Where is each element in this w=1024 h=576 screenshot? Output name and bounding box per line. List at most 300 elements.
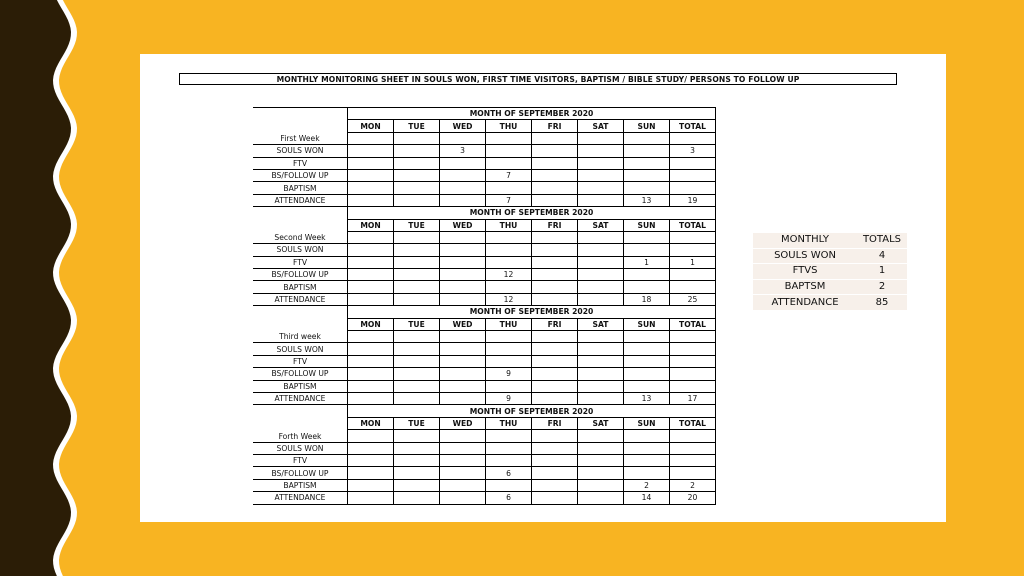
row-label: ATTENDANCE bbox=[253, 194, 348, 206]
month-header: MONTH OF SEPTEMBER 2020 bbox=[348, 108, 716, 120]
day-header: SUN bbox=[624, 318, 670, 330]
table-row bbox=[253, 182, 716, 194]
table-cell bbox=[532, 355, 578, 367]
table-cell bbox=[578, 256, 624, 268]
day-header: TUE bbox=[394, 318, 440, 330]
table-cell: 9 bbox=[486, 368, 532, 380]
table-cell bbox=[578, 368, 624, 380]
row-label: FTV bbox=[253, 256, 348, 268]
table-cell: 25 bbox=[670, 293, 716, 305]
row-label: FTV bbox=[253, 454, 348, 466]
empty-cell bbox=[624, 331, 670, 343]
day-header: TUE bbox=[394, 417, 440, 429]
day-header: MON bbox=[348, 219, 394, 231]
table-cell bbox=[440, 454, 486, 466]
blank-cell bbox=[253, 318, 348, 330]
table-cell bbox=[394, 392, 440, 404]
day-header: WED bbox=[440, 417, 486, 429]
table-cell bbox=[440, 479, 486, 491]
table-cell bbox=[578, 442, 624, 454]
table-row bbox=[253, 454, 716, 466]
table-cell bbox=[394, 343, 440, 355]
month-row bbox=[253, 306, 716, 318]
table-cell bbox=[348, 281, 394, 293]
table-cell bbox=[486, 479, 532, 491]
table-cell bbox=[624, 368, 670, 380]
table-cell bbox=[440, 293, 486, 305]
month-row bbox=[253, 207, 716, 219]
table-cell bbox=[578, 355, 624, 367]
table-cell bbox=[440, 194, 486, 206]
table-row bbox=[253, 244, 716, 256]
table-cell bbox=[440, 244, 486, 256]
week-label: Second Week bbox=[253, 231, 348, 243]
summary-value: 85 bbox=[857, 295, 907, 310]
day-header-row bbox=[253, 417, 716, 429]
table-cell bbox=[532, 492, 578, 504]
table-cell bbox=[486, 355, 532, 367]
empty-cell bbox=[532, 231, 578, 243]
table-cell bbox=[578, 194, 624, 206]
empty-cell bbox=[578, 331, 624, 343]
table-cell bbox=[394, 492, 440, 504]
table-row bbox=[253, 442, 716, 454]
table-cell bbox=[578, 145, 624, 157]
table-cell bbox=[670, 380, 716, 392]
table-cell bbox=[578, 467, 624, 479]
table-cell bbox=[578, 454, 624, 466]
table-cell bbox=[670, 368, 716, 380]
empty-cell bbox=[670, 132, 716, 144]
table-cell bbox=[624, 281, 670, 293]
table-cell bbox=[348, 256, 394, 268]
table-row bbox=[253, 281, 716, 293]
table-cell: 14 bbox=[624, 492, 670, 504]
day-header-row bbox=[253, 318, 716, 330]
summary-label: SOULS WON bbox=[753, 249, 857, 264]
table-cell: 6 bbox=[486, 467, 532, 479]
row-label: BAPTISM bbox=[253, 182, 348, 194]
table-cell bbox=[670, 454, 716, 466]
table-cell bbox=[348, 454, 394, 466]
table-cell bbox=[394, 380, 440, 392]
table-cell bbox=[532, 380, 578, 392]
table-cell bbox=[394, 269, 440, 281]
table-cell bbox=[578, 293, 624, 305]
empty-cell bbox=[670, 331, 716, 343]
table-cell: 20 bbox=[670, 492, 716, 504]
empty-cell bbox=[440, 331, 486, 343]
row-label: BAPTISM bbox=[253, 479, 348, 491]
day-header: FRI bbox=[532, 417, 578, 429]
day-header: TOTAL bbox=[670, 417, 716, 429]
day-header: FRI bbox=[532, 120, 578, 132]
empty-cell bbox=[440, 231, 486, 243]
table-cell bbox=[440, 355, 486, 367]
table-cell bbox=[440, 256, 486, 268]
table-row bbox=[253, 256, 716, 268]
table-cell bbox=[624, 454, 670, 466]
week-label-row bbox=[253, 331, 716, 343]
table-cell bbox=[578, 157, 624, 169]
table-cell bbox=[624, 145, 670, 157]
row-label: SOULS WON bbox=[253, 442, 348, 454]
empty-cell bbox=[578, 132, 624, 144]
table-cell bbox=[670, 169, 716, 181]
day-header: TUE bbox=[394, 219, 440, 231]
table-cell bbox=[624, 442, 670, 454]
table-cell bbox=[348, 368, 394, 380]
empty-cell bbox=[486, 132, 532, 144]
table-row bbox=[253, 492, 716, 504]
table-row bbox=[253, 392, 716, 404]
table-cell bbox=[532, 467, 578, 479]
table-cell bbox=[578, 479, 624, 491]
table-cell bbox=[624, 269, 670, 281]
day-header: SAT bbox=[578, 318, 624, 330]
table-row bbox=[253, 157, 716, 169]
table-cell bbox=[394, 157, 440, 169]
table-cell bbox=[348, 467, 394, 479]
row-label: BS/FOLLOW UP bbox=[253, 169, 348, 181]
table-row bbox=[253, 145, 716, 157]
table-cell bbox=[394, 169, 440, 181]
table-cell bbox=[624, 157, 670, 169]
table-row bbox=[253, 269, 716, 281]
day-header: FRI bbox=[532, 318, 578, 330]
table-row bbox=[253, 467, 716, 479]
day-header: SUN bbox=[624, 120, 670, 132]
row-label: SOULS WON bbox=[253, 145, 348, 157]
table-cell bbox=[440, 169, 486, 181]
day-header: TOTAL bbox=[670, 318, 716, 330]
blank-cell bbox=[253, 306, 348, 318]
summary-value: 2 bbox=[857, 280, 907, 295]
table-cell bbox=[394, 194, 440, 206]
table-cell bbox=[624, 380, 670, 392]
week-label: Forth Week bbox=[253, 430, 348, 442]
table-cell bbox=[624, 343, 670, 355]
blank-cell bbox=[253, 417, 348, 429]
month-row bbox=[253, 405, 716, 417]
table-cell bbox=[532, 169, 578, 181]
empty-cell bbox=[578, 430, 624, 442]
row-label: SOULS WON bbox=[253, 343, 348, 355]
table-cell bbox=[670, 269, 716, 281]
table-cell bbox=[348, 380, 394, 392]
row-label: BS/FOLLOW UP bbox=[253, 368, 348, 380]
row-label: FTV bbox=[253, 355, 348, 367]
weekly-table bbox=[253, 107, 716, 505]
day-header: MON bbox=[348, 120, 394, 132]
table-cell bbox=[624, 244, 670, 256]
empty-cell bbox=[394, 231, 440, 243]
week-label-row bbox=[253, 430, 716, 442]
table-cell bbox=[394, 368, 440, 380]
table-cell: 13 bbox=[624, 194, 670, 206]
table-cell bbox=[578, 380, 624, 392]
table-cell bbox=[440, 492, 486, 504]
table-cell bbox=[348, 269, 394, 281]
table-cell: 6 bbox=[486, 492, 532, 504]
summary-label: BAPTSM bbox=[753, 280, 857, 295]
day-header-row bbox=[253, 219, 716, 231]
table-cell bbox=[532, 244, 578, 256]
table-cell bbox=[394, 182, 440, 194]
table-cell bbox=[532, 145, 578, 157]
table-cell bbox=[486, 281, 532, 293]
table-cell bbox=[486, 256, 532, 268]
table-cell bbox=[670, 343, 716, 355]
row-label: BAPTISM bbox=[253, 281, 348, 293]
week-label: Third week bbox=[253, 331, 348, 343]
table-row bbox=[253, 293, 716, 305]
table-cell bbox=[532, 368, 578, 380]
table-cell bbox=[348, 244, 394, 256]
table-cell: 7 bbox=[486, 169, 532, 181]
table-cell bbox=[486, 157, 532, 169]
day-header: MON bbox=[348, 318, 394, 330]
day-header: SUN bbox=[624, 219, 670, 231]
table-cell bbox=[578, 492, 624, 504]
table-cell bbox=[348, 392, 394, 404]
table-cell bbox=[486, 442, 532, 454]
blank-cell bbox=[253, 207, 348, 219]
table-cell bbox=[440, 343, 486, 355]
day-header: FRI bbox=[532, 219, 578, 231]
summary-label: FTVS bbox=[753, 264, 857, 279]
table-cell bbox=[348, 442, 394, 454]
table-cell bbox=[578, 182, 624, 194]
table-cell bbox=[440, 281, 486, 293]
table-cell bbox=[578, 269, 624, 281]
row-label: BAPTISM bbox=[253, 380, 348, 392]
day-header: MON bbox=[348, 417, 394, 429]
table-cell bbox=[578, 169, 624, 181]
empty-cell bbox=[624, 430, 670, 442]
table-cell bbox=[348, 182, 394, 194]
summary-row bbox=[753, 264, 907, 279]
table-cell bbox=[348, 157, 394, 169]
table-cell: 17 bbox=[670, 392, 716, 404]
table-cell bbox=[440, 157, 486, 169]
day-header: TOTAL bbox=[670, 219, 716, 231]
table-cell bbox=[394, 467, 440, 479]
day-header: THU bbox=[486, 219, 532, 231]
table-cell: 2 bbox=[670, 479, 716, 491]
table-cell: 18 bbox=[624, 293, 670, 305]
table-cell bbox=[486, 454, 532, 466]
table-cell bbox=[532, 392, 578, 404]
empty-cell bbox=[348, 231, 394, 243]
month-header: MONTH OF SEPTEMBER 2020 bbox=[348, 306, 716, 318]
table-cell bbox=[440, 368, 486, 380]
empty-cell bbox=[348, 430, 394, 442]
table-cell bbox=[348, 145, 394, 157]
summary-label: ATTENDANCE bbox=[753, 295, 857, 310]
table-cell bbox=[394, 256, 440, 268]
empty-cell bbox=[394, 430, 440, 442]
table-cell bbox=[394, 293, 440, 305]
table-cell bbox=[670, 244, 716, 256]
summary-value: 1 bbox=[857, 264, 907, 279]
empty-cell bbox=[486, 430, 532, 442]
table-cell: 7 bbox=[486, 194, 532, 206]
empty-cell bbox=[394, 331, 440, 343]
day-header: WED bbox=[440, 120, 486, 132]
summary-header-monthly: MONTHLY bbox=[753, 233, 857, 248]
table-cell bbox=[394, 281, 440, 293]
table-cell bbox=[670, 467, 716, 479]
summary-row bbox=[753, 249, 907, 264]
table-cell bbox=[348, 194, 394, 206]
day-header: SAT bbox=[578, 120, 624, 132]
table-cell bbox=[348, 343, 394, 355]
table-cell bbox=[532, 281, 578, 293]
decorative-wave-band bbox=[0, 0, 80, 576]
day-header: WED bbox=[440, 318, 486, 330]
day-header: THU bbox=[486, 417, 532, 429]
table-cell: 1 bbox=[670, 256, 716, 268]
monthly-totals-table bbox=[753, 232, 907, 311]
table-row bbox=[253, 380, 716, 392]
table-cell bbox=[624, 467, 670, 479]
table-cell: 1 bbox=[624, 256, 670, 268]
table-row bbox=[253, 368, 716, 380]
row-label: ATTENDANCE bbox=[253, 392, 348, 404]
table-cell bbox=[578, 281, 624, 293]
empty-cell bbox=[532, 132, 578, 144]
table-cell bbox=[532, 157, 578, 169]
table-cell bbox=[440, 392, 486, 404]
blank-cell bbox=[253, 219, 348, 231]
table-cell bbox=[440, 269, 486, 281]
table-cell bbox=[394, 479, 440, 491]
week-label-row bbox=[253, 132, 716, 144]
table-cell: 3 bbox=[670, 145, 716, 157]
row-label: ATTENDANCE bbox=[253, 492, 348, 504]
empty-cell bbox=[670, 231, 716, 243]
table-cell bbox=[670, 157, 716, 169]
table-cell bbox=[578, 392, 624, 404]
table-row bbox=[253, 169, 716, 181]
table-cell bbox=[532, 269, 578, 281]
blank-cell bbox=[253, 405, 348, 417]
table-cell bbox=[578, 343, 624, 355]
row-label: BS/FOLLOW UP bbox=[253, 269, 348, 281]
table-row bbox=[253, 479, 716, 491]
empty-cell bbox=[624, 231, 670, 243]
table-cell bbox=[394, 145, 440, 157]
table-cell bbox=[532, 194, 578, 206]
table-cell: 19 bbox=[670, 194, 716, 206]
table-cell bbox=[486, 343, 532, 355]
table-cell: 12 bbox=[486, 293, 532, 305]
empty-cell bbox=[440, 430, 486, 442]
row-label: ATTENDANCE bbox=[253, 293, 348, 305]
table-cell: 12 bbox=[486, 269, 532, 281]
empty-cell bbox=[624, 132, 670, 144]
day-header: TOTAL bbox=[670, 120, 716, 132]
table-cell bbox=[486, 244, 532, 256]
day-header: THU bbox=[486, 120, 532, 132]
monitoring-sheet bbox=[140, 54, 946, 522]
table-cell bbox=[532, 479, 578, 491]
blank-cell bbox=[253, 108, 348, 120]
table-cell bbox=[394, 355, 440, 367]
summary-header-totals: TOTALS bbox=[857, 233, 907, 248]
table-cell bbox=[348, 492, 394, 504]
table-cell bbox=[532, 454, 578, 466]
table-cell bbox=[532, 343, 578, 355]
table-cell: 9 bbox=[486, 392, 532, 404]
table-cell bbox=[486, 380, 532, 392]
table-cell bbox=[624, 182, 670, 194]
month-header: MONTH OF SEPTEMBER 2020 bbox=[348, 405, 716, 417]
table-cell bbox=[348, 355, 394, 367]
table-cell bbox=[348, 293, 394, 305]
table-cell bbox=[624, 169, 670, 181]
row-label: FTV bbox=[253, 157, 348, 169]
month-header: MONTH OF SEPTEMBER 2020 bbox=[348, 207, 716, 219]
table-cell bbox=[394, 442, 440, 454]
empty-cell bbox=[394, 132, 440, 144]
day-header: SAT bbox=[578, 219, 624, 231]
week-label: First Week bbox=[253, 132, 348, 144]
day-header: SUN bbox=[624, 417, 670, 429]
week-label-row bbox=[253, 231, 716, 243]
table-cell bbox=[440, 380, 486, 392]
empty-cell bbox=[486, 331, 532, 343]
summary-row bbox=[753, 280, 907, 295]
table-cell bbox=[348, 479, 394, 491]
table-cell bbox=[348, 169, 394, 181]
table-cell bbox=[440, 467, 486, 479]
sheet-title: MONTHLY MONITORING SHEET IN SOULS WON, FIRST TIME VISITORS, BAPTISM / BIBLE STUDY/ PERSONS TO FOLLOW UP bbox=[179, 73, 897, 85]
empty-cell bbox=[670, 430, 716, 442]
table-cell bbox=[532, 182, 578, 194]
table-row bbox=[253, 355, 716, 367]
empty-cell bbox=[532, 430, 578, 442]
empty-cell bbox=[440, 132, 486, 144]
table-cell bbox=[532, 256, 578, 268]
table-cell bbox=[624, 355, 670, 367]
summary-value: 4 bbox=[857, 249, 907, 264]
table-cell bbox=[670, 182, 716, 194]
day-header: SAT bbox=[578, 417, 624, 429]
table-cell bbox=[486, 182, 532, 194]
table-cell bbox=[670, 442, 716, 454]
table-cell: 13 bbox=[624, 392, 670, 404]
table-cell bbox=[532, 442, 578, 454]
table-cell bbox=[532, 293, 578, 305]
month-row bbox=[253, 108, 716, 120]
table-cell: 3 bbox=[440, 145, 486, 157]
table-cell bbox=[440, 182, 486, 194]
summary-header-row bbox=[753, 233, 907, 248]
day-header: WED bbox=[440, 219, 486, 231]
blank-cell bbox=[253, 120, 348, 132]
table-cell bbox=[670, 355, 716, 367]
empty-cell bbox=[532, 331, 578, 343]
day-header: THU bbox=[486, 318, 532, 330]
table-row bbox=[253, 194, 716, 206]
table-cell bbox=[578, 244, 624, 256]
row-label: SOULS WON bbox=[253, 244, 348, 256]
table-cell bbox=[394, 244, 440, 256]
table-row bbox=[253, 343, 716, 355]
empty-cell bbox=[348, 331, 394, 343]
